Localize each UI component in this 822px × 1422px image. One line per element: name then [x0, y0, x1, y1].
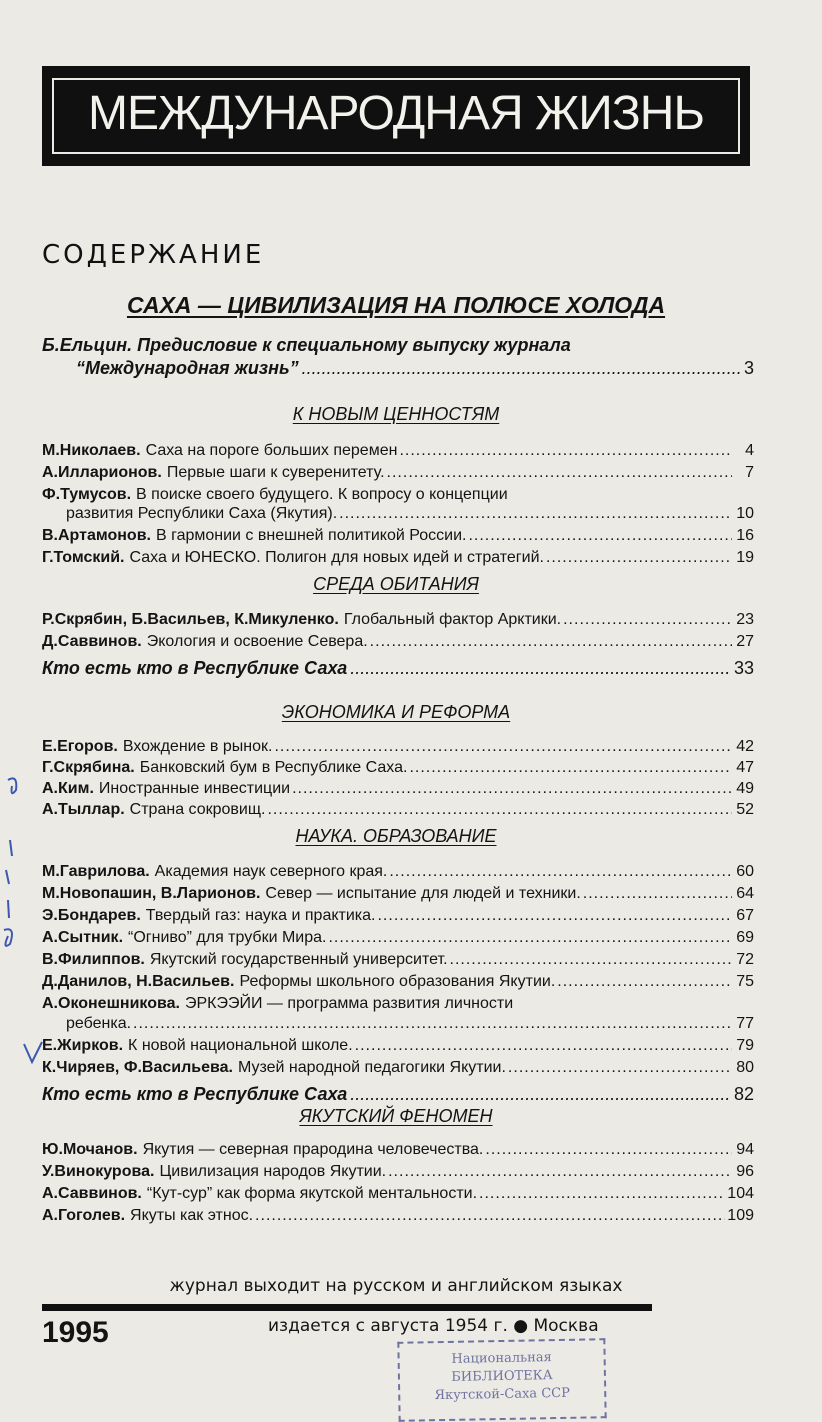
leader-dots — [133, 1014, 732, 1034]
feature-entry[interactable] — [42, 1084, 754, 1105]
toc-entry-continuation[interactable] — [66, 1014, 754, 1034]
page-number: 16 — [736, 527, 754, 544]
entry-title-cont: ребенка. — [66, 1015, 132, 1032]
page-number: 42 — [736, 738, 754, 755]
page-number: 82 — [733, 1084, 754, 1104]
entry-author: Г.Томский. — [42, 549, 125, 566]
entry-author: В.Филиппов. — [42, 951, 145, 968]
entry-author: В.Артамонов. — [42, 527, 151, 544]
stamp-line: Национальная — [451, 1350, 552, 1367]
page-number: 94 — [736, 1141, 754, 1158]
issue-year: 1995 — [42, 1316, 109, 1349]
page-number: 77 — [736, 1015, 754, 1032]
page-number: 3 — [743, 358, 754, 378]
toc-entry[interactable] — [42, 862, 754, 882]
leader-dots — [557, 972, 732, 992]
page-number: 23 — [736, 611, 754, 628]
toc-entry[interactable] — [42, 928, 754, 948]
entry-title: Якутия — северная прародина человечества. — [142, 1141, 484, 1158]
toc-entry[interactable] — [42, 800, 754, 820]
entry-title: В гармонии с внешней политикой России. — [155, 527, 467, 544]
entry-title: Иностранные инвестиции — [98, 780, 291, 797]
entry-author: Р.Скрябин, Б.Васильев, К.Микуленко. — [42, 611, 339, 628]
entry-title: Реформы школьного образования Якутии. — [239, 973, 556, 990]
entry-title: Академия наук северного края. — [154, 863, 388, 880]
leader-dots — [450, 950, 732, 970]
leader-dots — [292, 779, 732, 799]
page-number: 79 — [736, 1037, 754, 1054]
entry-title: Первые шаги к суверенитету. — [166, 464, 385, 481]
leader-dots — [377, 906, 732, 926]
entry-title: К новой национальной школе. — [128, 1037, 353, 1054]
leader-dots — [267, 800, 732, 820]
entry-author: А.Сытник. — [42, 929, 124, 946]
leader-dots — [388, 1162, 732, 1182]
entry-title: Экология и освоение Севера. — [146, 633, 368, 650]
entry-author: А.Гоголев. — [42, 1207, 126, 1224]
entry-title: “Огниво” для трубки Мира. — [128, 929, 327, 946]
entry-author: Е.Егоров. — [42, 738, 118, 755]
toc-entry[interactable] — [42, 1162, 754, 1182]
stamp-line: Якутской-Саха ССР — [434, 1385, 571, 1404]
toc-entry[interactable] — [42, 441, 754, 461]
leader-dots — [387, 463, 732, 483]
toc-entry[interactable] — [42, 548, 754, 568]
toc-entry[interactable] — [42, 884, 754, 904]
leader-dots — [546, 548, 732, 568]
entry-author: Ю.Мочанов. — [42, 1141, 138, 1158]
leader-dots — [409, 758, 732, 778]
entry-title: Глобальный фактор Арктики. — [343, 611, 562, 628]
entry-author: Г.Скрябина. — [42, 759, 135, 776]
page-number: 10 — [736, 505, 754, 522]
toc-entry[interactable] — [42, 1140, 754, 1160]
toc-entry[interactable] — [42, 758, 754, 778]
section-heading: СРЕДА ОБИТАНИЯ — [313, 574, 479, 594]
entry-author: М.Николаев. — [42, 442, 141, 459]
toc-entry[interactable] — [42, 1036, 754, 1056]
entry-author: А.Оконешникова. — [42, 995, 180, 1012]
page-number: 75 — [736, 973, 754, 990]
preface-title: Б.Ельцин. Предисловие к специальному выпуску журнала — [42, 335, 571, 355]
entry-author: К.Чиряев, Ф.Васильева. — [42, 1059, 233, 1076]
page-number: 7 — [745, 464, 754, 481]
leader-dots — [583, 884, 732, 904]
page-number: 80 — [736, 1059, 754, 1076]
page-number: 104 — [727, 1185, 754, 1202]
masthead — [42, 66, 750, 166]
entry-author: А.Ким. — [42, 780, 94, 797]
entry-title: Банковский бум в Республике Саха. — [139, 759, 408, 776]
page-number: 47 — [736, 759, 754, 776]
page-number: 27 — [736, 633, 754, 650]
toc-entry[interactable] — [42, 1206, 754, 1226]
toc-entry[interactable] — [42, 779, 754, 799]
entry-title: Якутский государственный университет. — [149, 951, 448, 968]
leader-dots — [355, 1036, 732, 1056]
entry-author: Е.Жирков. — [42, 1037, 124, 1054]
main-section-title: САХА — ЦИВИЛИЗАЦИЯ НА ПОЛЮСЕ ХОЛОДА — [126, 292, 666, 318]
entry-author: А.Тыллар. — [42, 801, 125, 818]
entry-author: М.Новопашин, В.Ларионов. — [42, 885, 261, 902]
page-number: 4 — [745, 442, 754, 459]
entry-title: Якуты как этнос. — [130, 1207, 254, 1224]
leader-dots — [399, 441, 732, 461]
entry-author: Ф.Тумусов. — [42, 486, 132, 503]
leader-dots — [274, 737, 732, 757]
leader-dots — [302, 358, 741, 379]
entry-title: Саха и ЮНЕСКО. Полигон для новых идей и стратегий. — [129, 549, 544, 566]
page-number: 67 — [736, 907, 754, 924]
journal-title: МЕЖДУНАРОДНАЯ ЖИЗНЬ — [88, 87, 704, 140]
pen-check-mark — [22, 1040, 44, 1066]
page-number: 60 — [736, 863, 754, 880]
library-stamp — [397, 1338, 606, 1422]
entry-author: А.Илларионов. — [42, 464, 162, 481]
leader-dots — [328, 928, 732, 948]
entry-title: Твердый газ: наука и практика. — [145, 907, 376, 924]
leader-dots — [485, 1140, 732, 1160]
feature-entry[interactable] — [42, 658, 754, 679]
leader-dots — [563, 610, 732, 630]
toc-entry[interactable] — [42, 950, 754, 970]
leader-dots — [255, 1206, 725, 1226]
entry-author: А.Саввинов. — [42, 1185, 142, 1202]
entry-author: Д.Данилов, Н.Васильев. — [42, 973, 235, 990]
entry-title: Цивилизация народов Якутии. — [159, 1163, 387, 1180]
section-heading: НАУКА. ОБРАЗОВАНИЕ — [295, 826, 497, 846]
entry-title: ЭРКЭЭЙИ — программа развития личности — [184, 995, 514, 1012]
page-number: 49 — [736, 780, 754, 797]
page-number: 69 — [736, 929, 754, 946]
language-note: журнал выходит на русском и английском языках — [169, 1276, 623, 1296]
toc-entry[interactable] — [42, 1058, 754, 1078]
entry-title: Страна сокровищ. — [129, 801, 266, 818]
toc-entry[interactable] — [42, 972, 754, 992]
page-number: 109 — [727, 1207, 754, 1224]
page-number: 64 — [736, 885, 754, 902]
entry-title: Север — испытание для людей и техники. — [265, 885, 581, 902]
contents-heading: СОДЕРЖАНИЕ — [42, 240, 265, 270]
page-number: 72 — [736, 951, 754, 968]
preface-title-cont: “Международная жизнь” — [76, 358, 299, 378]
toc-entry[interactable] — [42, 994, 754, 1014]
leader-dots — [350, 1084, 731, 1105]
leader-dots — [468, 526, 732, 546]
section-heading: ЭКОНОМИКА И РЕФОРМА — [281, 702, 511, 722]
toc-entry[interactable] — [42, 1184, 754, 1204]
entry-title-cont: развития Республики Саха (Якутия). — [66, 505, 338, 522]
toc-entry[interactable] — [42, 526, 754, 546]
page-number: 96 — [736, 1163, 754, 1180]
toc-entry[interactable] — [42, 906, 754, 926]
page-number: 52 — [736, 801, 754, 818]
footer-rule — [42, 1304, 652, 1311]
toc-entry[interactable] — [42, 632, 754, 652]
entry-title: Вхождение в рынок. — [122, 738, 273, 755]
entry-title: Музей народной педагогики Якутии. — [237, 1059, 506, 1076]
entry-title: Саха на пороге больших перемен — [145, 442, 398, 459]
stamp-line: БИБЛИОТЕКА — [451, 1368, 553, 1385]
pen-marks — [0, 760, 40, 980]
leader-dots — [479, 1184, 725, 1204]
page-number: 19 — [736, 549, 754, 566]
preface-entry[interactable] — [76, 358, 754, 379]
masthead-frame — [52, 78, 740, 154]
entry-author: Д.Саввинов. — [42, 633, 142, 650]
feature-title: Кто есть кто в Республике Саха — [42, 658, 348, 678]
leader-dots — [339, 504, 732, 524]
section-heading: К НОВЫМ ЦЕННОСТЯМ — [292, 404, 500, 424]
toc-entry[interactable] — [42, 737, 754, 757]
entry-author: Э.Бондарев. — [42, 907, 141, 924]
toc-entry[interactable] — [42, 610, 754, 630]
leader-dots — [370, 632, 732, 652]
leader-dots — [350, 658, 731, 679]
entry-author: У.Винокурова. — [42, 1163, 155, 1180]
feature-title: Кто есть кто в Республике Саха — [42, 1084, 348, 1104]
toc-entry[interactable] — [42, 463, 754, 483]
toc-entry-continuation[interactable] — [66, 504, 754, 524]
entry-title: “Кут-сур” как форма якутской ментальности. — [146, 1185, 478, 1202]
toc-entry[interactable] — [42, 485, 754, 505]
page-number: 33 — [733, 658, 754, 678]
section-heading: ЯКУТСКИЙ ФЕНОМЕН — [299, 1106, 493, 1126]
leader-dots — [389, 862, 732, 882]
leader-dots — [508, 1058, 732, 1078]
entry-author: М.Гаврилова. — [42, 863, 150, 880]
publication-info: издается с августа 1954 г. ● Москва — [268, 1316, 599, 1336]
entry-title: В поиске своего будущего. К вопросу о концепции — [136, 486, 508, 503]
